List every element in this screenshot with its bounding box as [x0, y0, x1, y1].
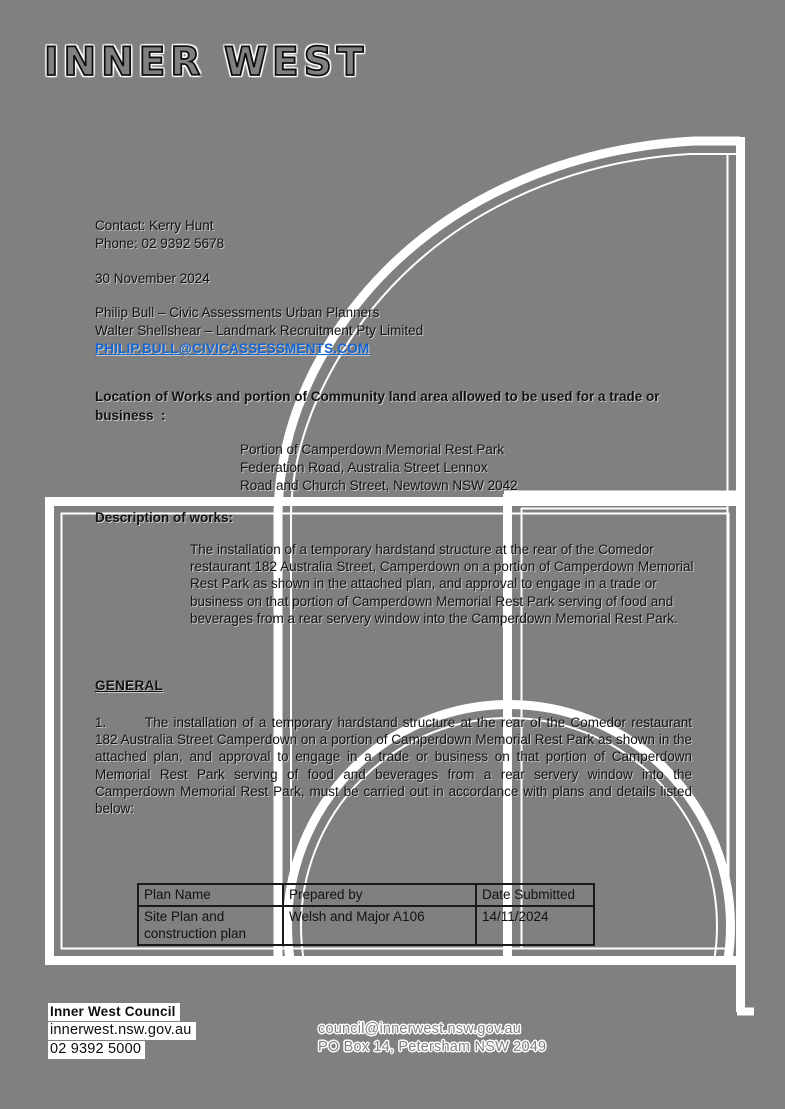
general-heading: GENERAL [95, 678, 164, 693]
plans-table-header-date-submitted: Date Submitted [476, 884, 594, 906]
description-body: The installation of a temporary hardstand structure at the rear of the Comedor restaurant 182 Australia Street, Camperdown on a portion of Camperdown Memorial Rest Park as shown in the attached plan, and approval to engage in a trade or business on that portion of Camperdown Memorial Rest Park serving of food and beverages from a rear servery window into the Camperdown Memorial Rest Park. [190, 542, 694, 626]
clause-number: 1. [95, 715, 107, 730]
inner-west-logo: INNER WEST [44, 40, 369, 85]
date-submitted-cell: 14/11/2024 [476, 906, 594, 945]
footer-council-name: Inner West Council [48, 1003, 180, 1021]
contact-phone: Phone: 02 9392 5678 [95, 236, 225, 251]
location-heading: Location of Works and portion of Community land area allowed to be used for a trade or business : [95, 389, 664, 423]
footer-po-box: PO Box 14, Petersham NSW 2049 [318, 1038, 547, 1055]
clause-1 [95, 714, 692, 817]
clause-body: The installation of a temporary hardstand structure at the rear of the Comedor restaurant 182 Australia Street Camperdown on a portion of Camperdown Memorial Rest Park as shown in the attached plan, and approval to engage in a trade or business on that portion of Camperdown Memorial Rest Park serving of food and beverages from a rear servery window into the Camperdown Memorial Rest Park, must be carried out in accordance with plans and details listed below: [95, 715, 692, 817]
recipient-email-link[interactable]: PHILIP.BULL@CIVICASSESSMENTS.COM [95, 341, 370, 356]
footer-council-block [48, 1003, 196, 1060]
prepared-by-cell: Welsh and Major A106 [283, 906, 476, 945]
plans-table [137, 883, 595, 946]
location-address [240, 441, 518, 495]
recipient-line: Philip Bull – Civic Assessments Urban Planners [95, 305, 380, 320]
footer-website[interactable]: innerwest.nsw.gov.au [48, 1022, 196, 1040]
contact-name: Contact: Kerry Hunt [95, 218, 214, 233]
letter-date: 30 November 2024 [95, 271, 210, 286]
contact-block [95, 217, 224, 253]
plans-table-header-prepared-by: Prepared by [283, 884, 476, 906]
description-heading: Description of works: [95, 510, 234, 525]
plan-name-cell: Site Plan and construction plan [138, 906, 283, 945]
footer-phone: 02 9392 5000 [48, 1041, 145, 1059]
footer-contact-block [318, 1021, 546, 1056]
location-address-line: Portion of Camperdown Memorial Rest Park [240, 442, 505, 457]
plans-table-header-row [138, 884, 594, 906]
plans-table-header-plan-name: Plan Name [138, 884, 283, 906]
location-address-line: Road and Church Street, Newtown NSW 2042 [240, 478, 518, 493]
footer-email[interactable]: council@innerwest.nsw.gov.au [318, 1021, 522, 1037]
table-row [138, 906, 594, 945]
location-address-line: Federation Road, Australia Street Lennox [240, 460, 488, 475]
recipients-block [95, 304, 423, 358]
recipient-line: Walter Shellshear – Landmark Recruitment Pty Limited [95, 323, 424, 338]
